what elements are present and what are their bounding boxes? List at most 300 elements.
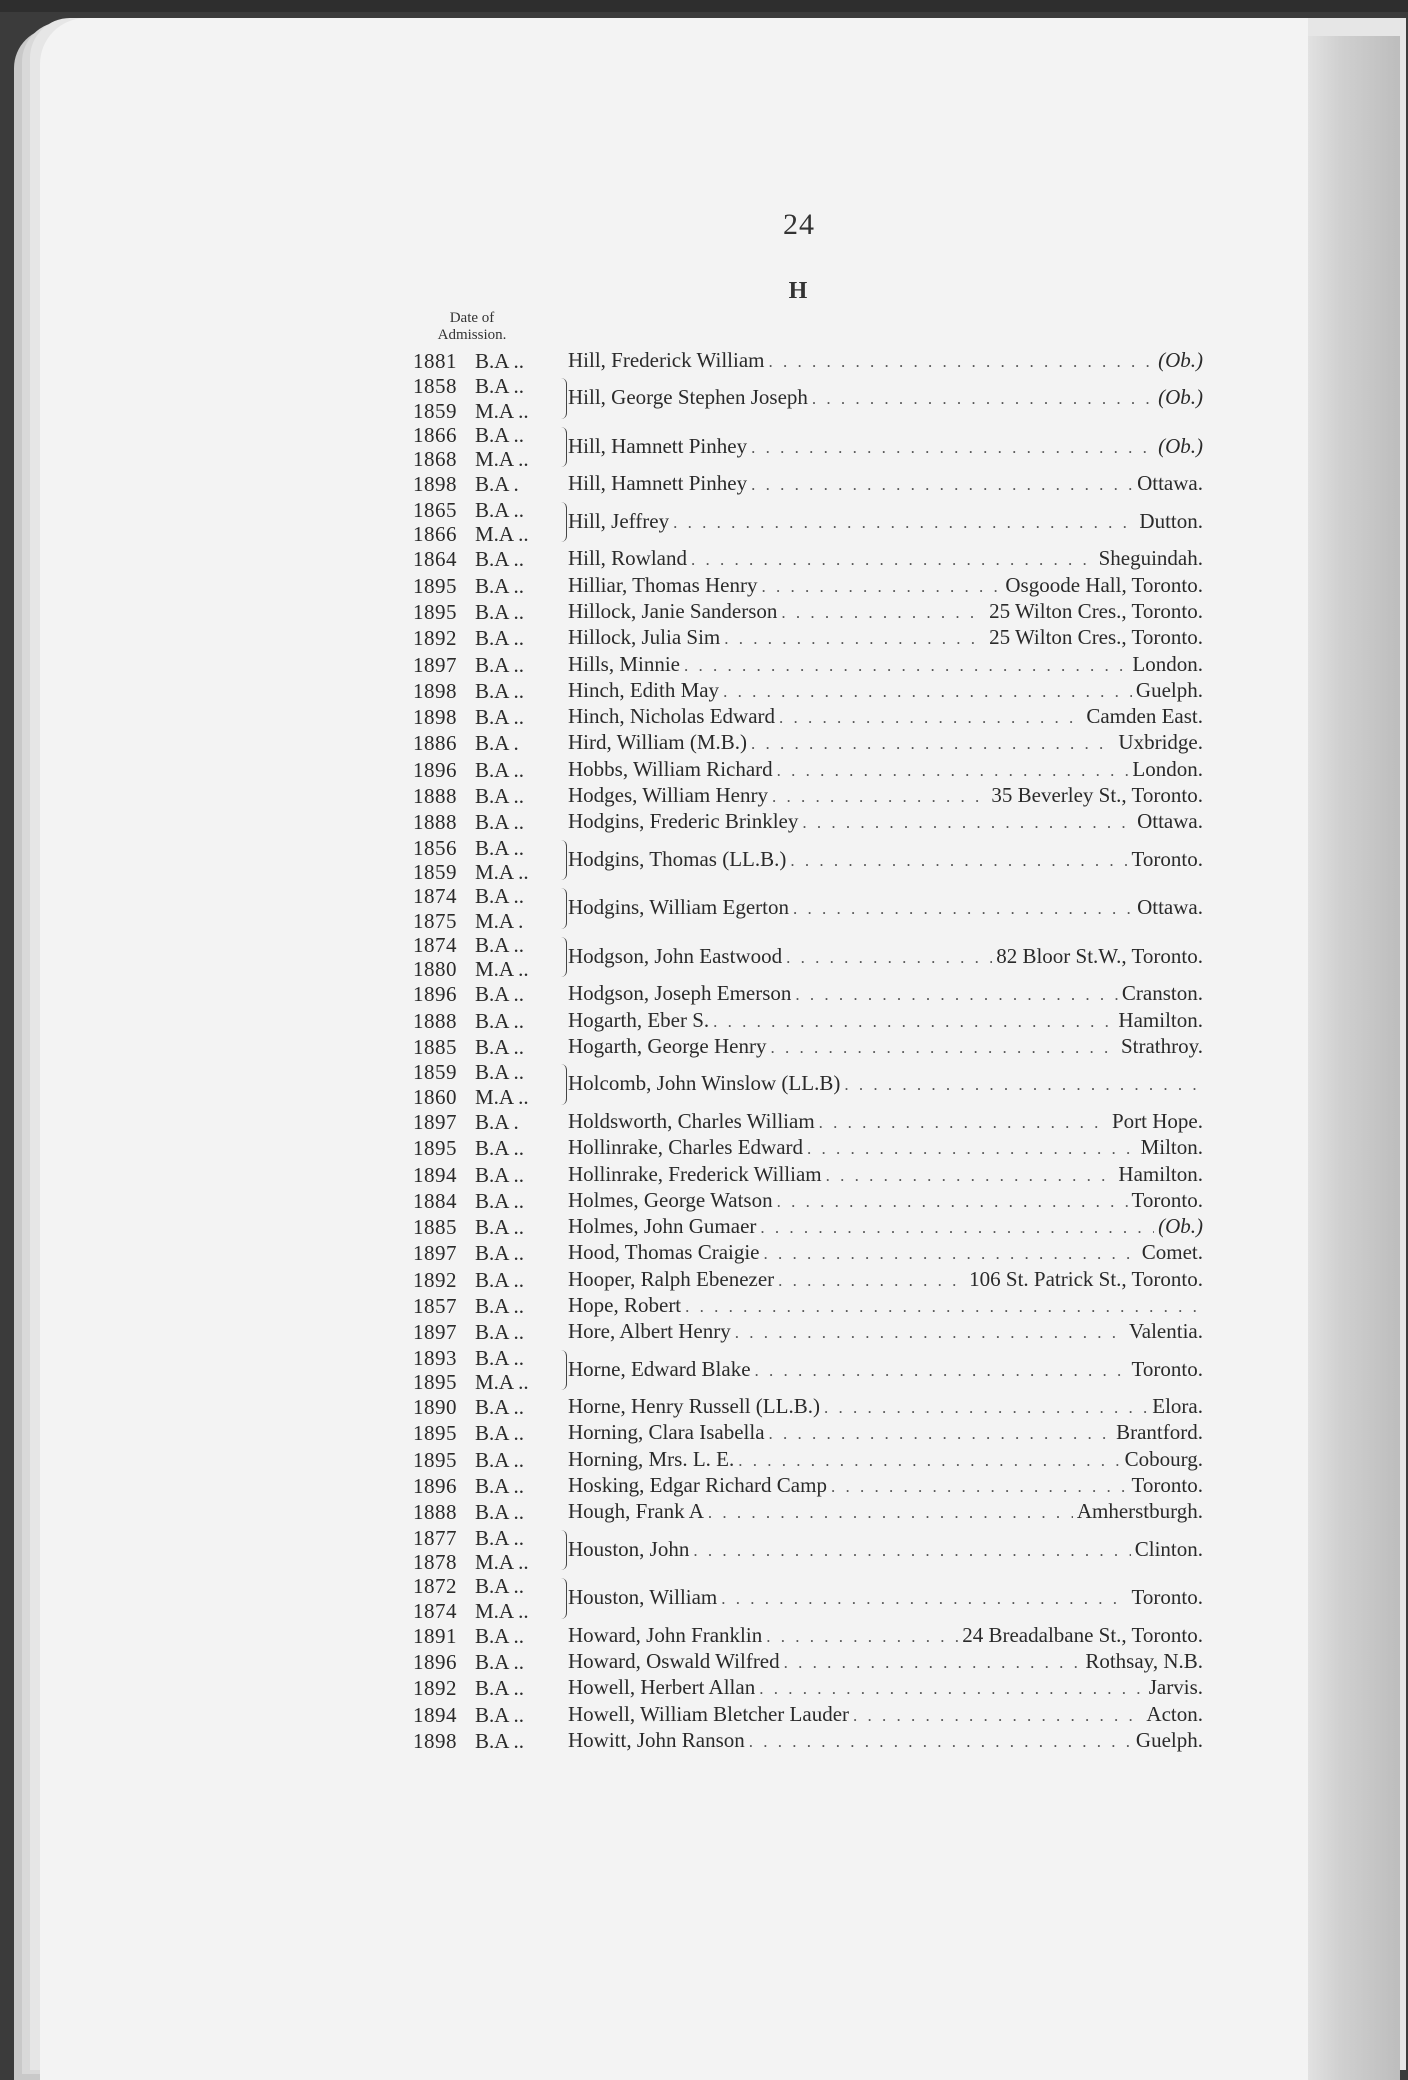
dot-leader <box>713 1010 1114 1034</box>
bracket-icon <box>560 1064 567 1105</box>
register-entry <box>413 1623 1203 1649</box>
admission-line <box>413 1136 568 1160</box>
admission-line <box>413 626 568 650</box>
entry-detail <box>568 704 1203 730</box>
register-entry <box>413 730 1203 756</box>
entry-detail <box>568 1162 1203 1188</box>
dot-leader <box>759 1677 1145 1701</box>
admission-dates <box>413 1574 568 1623</box>
admission-line <box>413 679 568 703</box>
admission-year: 1895 <box>413 573 457 598</box>
admission-dates <box>413 349 568 373</box>
admission-dates <box>413 1320 568 1344</box>
admission-year: 1881 <box>413 349 457 373</box>
degree: B.A .. <box>475 1421 525 1446</box>
register-entry <box>413 1162 1203 1188</box>
section-letter: H <box>788 278 808 304</box>
dot-leader <box>777 1190 1128 1214</box>
graduate-residence: 25 Wilton Cres., Toronto. <box>989 598 1203 623</box>
bracket-icon <box>560 1350 567 1391</box>
admission-year: 1896 <box>413 757 457 782</box>
admission-line <box>413 547 568 571</box>
admission-year: 1894 <box>413 1702 457 1727</box>
degree: B.A .. <box>475 932 525 957</box>
degree: B.A .. <box>475 1035 525 1060</box>
entry-detail <box>568 730 1203 756</box>
admission-dates <box>413 626 568 650</box>
graduate-residence: 106 St. Patrick St., Toronto. <box>969 1266 1203 1291</box>
entry-detail <box>568 1473 1203 1499</box>
admission-dates <box>413 1448 568 1472</box>
admission-line <box>413 1474 568 1498</box>
admission-line <box>413 982 568 1006</box>
bracket-icon <box>560 937 567 978</box>
entry-detail <box>568 1267 1203 1293</box>
dot-leader <box>768 350 1154 374</box>
register-entry <box>413 1394 1203 1420</box>
dot-leader <box>795 983 1118 1007</box>
graduate-residence: 25 Wilton Cres., Toronto. <box>989 625 1203 650</box>
register-entry <box>413 836 1203 885</box>
admission-line <box>413 1550 568 1574</box>
admission-year: 1888 <box>413 1500 457 1525</box>
graduate-name: Hodgson, Joseph Emerson <box>568 981 792 1006</box>
dot-leader <box>693 1539 1130 1563</box>
admission-dates <box>413 1294 568 1318</box>
register-entry <box>413 809 1203 835</box>
degree: B.A .. <box>475 626 525 651</box>
graduate-name: Hollinrake, Charles Edward <box>568 1135 804 1160</box>
admission-year: 1859 <box>413 1060 457 1085</box>
scan-top-border <box>0 0 1408 12</box>
admission-year: 1898 <box>413 705 457 730</box>
graduate-residence: (Ob.) <box>1158 434 1203 459</box>
degree: B.A .. <box>475 784 525 809</box>
degree: B.A .. <box>475 374 525 399</box>
admission-dates <box>413 982 568 1006</box>
admission-year: 1856 <box>413 835 457 860</box>
admission-line <box>413 1163 568 1187</box>
graduate-register-list <box>413 348 1203 1754</box>
bracket-icon <box>560 840 567 881</box>
dot-leader <box>802 811 1133 835</box>
admission-line <box>413 1060 568 1084</box>
dot-leader <box>784 1651 1082 1675</box>
degree: M.A .. <box>475 1084 529 1109</box>
entry-detail <box>568 509 1203 535</box>
admission-line <box>413 884 568 908</box>
register-entry <box>413 1034 1203 1060</box>
register-entry <box>413 471 1203 497</box>
graduate-name: Hird, William (M.B.) <box>568 730 748 755</box>
admission-year: 1895 <box>413 599 457 624</box>
admission-dates <box>413 1346 568 1395</box>
degree: B.A .. <box>475 1267 525 1292</box>
graduate-residence: Uxbridge. <box>1118 730 1203 755</box>
admission-line <box>413 1241 568 1265</box>
dot-leader <box>778 1269 965 1293</box>
register-entry <box>413 1109 1203 1135</box>
admission-line <box>413 472 568 496</box>
degree: B.A . <box>475 731 519 756</box>
entry-detail <box>568 546 1203 572</box>
admission-line <box>413 1448 568 1472</box>
admission-line <box>413 374 568 398</box>
admission-year: 1884 <box>413 1188 457 1213</box>
admission-year: 1892 <box>413 1676 457 1701</box>
admission-line <box>413 1729 568 1753</box>
degree: B.A .. <box>475 1676 525 1701</box>
entry-detail <box>568 783 1203 809</box>
admission-year: 1880 <box>413 957 457 982</box>
degree: B.A .. <box>475 884 525 909</box>
admission-dates <box>413 1474 568 1498</box>
admission-year: 1874 <box>413 932 457 957</box>
dot-leader <box>708 1501 1073 1525</box>
graduate-residence: Ottawa. <box>1137 895 1203 920</box>
degree: B.A .. <box>475 1345 525 1370</box>
degree: B.A .. <box>475 1008 525 1033</box>
degree: B.A .. <box>475 1136 525 1161</box>
admission-line <box>413 600 568 624</box>
degree: B.A .. <box>475 982 525 1007</box>
degree: M.A .. <box>475 1598 529 1623</box>
graduate-residence: Hamilton. <box>1118 1007 1203 1032</box>
graduate-name: Horne, Edward Blake <box>568 1356 751 1381</box>
admission-year: 1860 <box>413 1084 457 1109</box>
admission-year: 1859 <box>413 398 457 423</box>
admission-line <box>413 1294 568 1318</box>
admission-year: 1897 <box>413 1320 457 1345</box>
admission-line <box>413 1526 568 1550</box>
register-entry <box>413 1267 1203 1293</box>
register-entry <box>413 1319 1203 1345</box>
graduate-residence: London. <box>1132 651 1203 676</box>
dot-leader <box>772 785 987 809</box>
admission-dates <box>413 1163 568 1187</box>
entry-detail <box>568 981 1203 1007</box>
graduate-residence: Hamilton. <box>1118 1161 1203 1186</box>
graduate-residence: Camden East. <box>1086 704 1203 729</box>
graduate-name: Hilliar, Thomas Henry <box>568 572 758 597</box>
admission-dates <box>413 1035 568 1059</box>
graduate-name: Howell, William Bletcher Lauder <box>568 1701 850 1726</box>
admission-dates <box>413 836 568 885</box>
admission-line <box>413 836 568 860</box>
degree: B.A .. <box>475 497 525 522</box>
admission-year: 1874 <box>413 1598 457 1623</box>
degree: B.A .. <box>475 1447 525 1472</box>
degree: M.A .. <box>475 859 529 884</box>
entry-detail <box>568 678 1203 704</box>
admission-dates <box>413 679 568 703</box>
degree: B.A .. <box>475 1395 525 1420</box>
register-entry <box>413 1574 1203 1623</box>
admission-dates <box>413 1241 568 1265</box>
graduate-name: Hosking, Edgar Richard Camp <box>568 1473 827 1498</box>
dot-leader <box>673 511 1135 535</box>
graduate-name: Hooper, Ralph Ebenezer <box>568 1266 775 1291</box>
admission-year: 1888 <box>413 810 457 835</box>
admission-dates <box>413 1500 568 1524</box>
degree: B.A .. <box>475 599 525 624</box>
admission-line <box>413 1421 568 1445</box>
graduate-name: Howard, Oswald Wilfred <box>568 1649 780 1674</box>
entry-detail <box>568 1214 1203 1240</box>
degree: M.A .. <box>475 398 529 423</box>
graduate-name: Hodges, William Henry <box>568 783 768 808</box>
admission-year: 1875 <box>413 908 457 933</box>
graduate-name: Howitt, John Ranson <box>568 1728 745 1753</box>
dot-leader <box>777 759 1129 783</box>
entry-detail <box>568 1537 1203 1563</box>
admission-dates <box>413 1526 568 1575</box>
admission-dates <box>413 705 568 729</box>
entry-detail <box>568 1649 1203 1675</box>
admission-line <box>413 1370 568 1394</box>
graduate-residence: Ottawa. <box>1137 809 1203 834</box>
graduate-name: Hollinrake, Frederick William <box>568 1161 822 1186</box>
admission-year: 1890 <box>413 1395 457 1420</box>
degree: B.A .. <box>475 1320 525 1345</box>
register-entry <box>413 1675 1203 1701</box>
admission-year: 1892 <box>413 626 457 651</box>
degree: B.A . <box>475 1109 519 1134</box>
graduate-residence: Cobourg. <box>1124 1446 1203 1471</box>
graduate-residence: 82 Bloor St.W., Toronto. <box>996 943 1203 968</box>
admission-dates <box>413 423 568 472</box>
degree: B.A .. <box>475 835 525 860</box>
admission-year: 1898 <box>413 678 457 703</box>
degree: B.A .. <box>475 349 525 373</box>
register-entry <box>413 374 1203 423</box>
admission-line <box>413 860 568 884</box>
admission-year: 1898 <box>413 1729 457 1754</box>
degree: B.A .. <box>475 1293 525 1318</box>
degree: B.A .. <box>475 1525 525 1550</box>
entry-detail <box>568 1240 1203 1266</box>
admission-dates <box>413 1650 568 1674</box>
register-entry <box>413 1240 1203 1266</box>
degree: B.A . <box>475 472 519 497</box>
entry-detail <box>568 1623 1203 1649</box>
dot-leader <box>735 1321 1125 1345</box>
entry-detail <box>568 573 1203 599</box>
graduate-residence: Strathroy. <box>1120 1034 1203 1059</box>
admission-dates <box>413 1009 568 1033</box>
graduate-residence: Guelph. <box>1135 1728 1203 1753</box>
register-entry <box>413 348 1203 374</box>
graduate-name: Hobbs, William Richard <box>568 756 773 781</box>
entry-detail <box>568 757 1203 783</box>
dot-leader <box>853 1704 1142 1728</box>
graduate-residence: Valentia. <box>1128 1319 1203 1344</box>
graduate-residence: Clinton. <box>1134 1536 1203 1561</box>
dot-leader <box>738 1449 1120 1473</box>
entry-detail <box>568 1319 1203 1345</box>
entry-detail <box>568 1293 1203 1319</box>
graduate-name: Hillock, Janie Sanderson <box>568 598 778 623</box>
register-entry <box>413 423 1203 472</box>
graduate-name: Houston, William <box>568 1585 718 1610</box>
graduate-name: Hood, Thomas Craigie <box>568 1240 760 1265</box>
register-entry <box>413 1135 1203 1161</box>
graduate-name: Horne, Henry Russell (LL.B.) <box>568 1394 820 1419</box>
register-entry <box>413 546 1203 572</box>
admission-line <box>413 1574 568 1598</box>
degree: M.A .. <box>475 957 529 982</box>
graduate-residence: Rothsay, N.B. <box>1085 1649 1203 1674</box>
admission-year: 1868 <box>413 447 457 472</box>
dot-leader <box>812 387 1154 411</box>
admission-line <box>413 1085 568 1109</box>
graduate-name: Hogarth, George Henry <box>568 1034 767 1059</box>
admission-year: 1888 <box>413 1008 457 1033</box>
graduate-name: Hogarth, Eber S. <box>568 1007 710 1032</box>
graduate-residence: (Ob.) <box>1158 348 1203 372</box>
entry-detail <box>568 1135 1203 1161</box>
register-entry <box>413 1728 1203 1754</box>
entry-detail <box>568 1728 1203 1754</box>
graduate-name: Horning, Mrs. L. E. <box>568 1446 735 1471</box>
graduate-name: Holmes, John Gumaer <box>568 1214 757 1239</box>
dot-leader <box>786 946 992 970</box>
graduate-residence: 35 Beverley St., Toronto. <box>991 783 1203 808</box>
admission-dates <box>413 472 568 496</box>
graduate-residence: Toronto. <box>1131 846 1203 871</box>
bracket-icon <box>560 502 567 543</box>
degree: B.A .. <box>475 547 525 572</box>
entry-detail <box>568 1071 1203 1097</box>
entry-detail <box>568 1447 1203 1473</box>
bracket-icon <box>560 888 567 929</box>
entry-detail <box>568 348 1203 374</box>
degree: M.A . <box>475 908 524 933</box>
admission-line <box>413 705 568 729</box>
admission-year: 1896 <box>413 1650 457 1675</box>
entry-detail <box>568 1394 1203 1420</box>
admission-year: 1895 <box>413 1369 457 1394</box>
register-entry <box>413 1188 1203 1214</box>
admission-line <box>413 522 568 546</box>
graduate-name: Hill, Hamnett Pinhey <box>568 471 748 496</box>
graduate-residence: (Ob.) <box>1158 1214 1203 1239</box>
admission-line <box>413 1650 568 1674</box>
admission-year: 1885 <box>413 1215 457 1240</box>
register-entry <box>413 678 1203 704</box>
admission-dates <box>413 653 568 677</box>
graduate-name: Hills, Minnie <box>568 651 681 676</box>
admission-year: 1896 <box>413 982 457 1007</box>
admission-dates <box>413 1421 568 1445</box>
degree: B.A .. <box>475 422 525 447</box>
dot-leader <box>751 473 1133 497</box>
graduate-name: Houston, John <box>568 1536 690 1561</box>
admission-line <box>413 1268 568 1292</box>
admission-dates <box>413 884 568 933</box>
admission-line <box>413 1009 568 1033</box>
graduate-name: Holmes, George Watson <box>568 1187 773 1212</box>
admission-line <box>413 1599 568 1623</box>
admission-line <box>413 1500 568 1524</box>
admission-year: 1897 <box>413 652 457 677</box>
admission-line <box>413 731 568 755</box>
graduate-name: Hodgson, John Eastwood <box>568 943 783 968</box>
graduate-residence: Toronto. <box>1131 1187 1203 1212</box>
register-entry <box>413 652 1203 678</box>
register-entry <box>413 757 1203 783</box>
bracket-icon <box>560 1578 567 1619</box>
register-entry <box>413 625 1203 651</box>
graduate-name: Hodgins, Thomas (LL.B.) <box>568 846 787 871</box>
dot-leader <box>751 436 1154 460</box>
entry-detail <box>568 652 1203 678</box>
dot-leader <box>755 1359 1128 1383</box>
dot-leader <box>770 1036 1116 1060</box>
dot-leader <box>764 1242 1138 1266</box>
admission-year: 1857 <box>413 1293 457 1318</box>
graduate-residence: Elora. <box>1152 1394 1203 1419</box>
graduate-residence: (Ob.) <box>1158 385 1203 410</box>
graduate-name: Hill, George Stephen Joseph <box>568 385 808 410</box>
graduate-name: Hillock, Julia Sim <box>568 625 721 650</box>
admission-dates <box>413 374 568 423</box>
admission-line <box>413 1395 568 1419</box>
degree: B.A .. <box>475 573 525 598</box>
graduate-name: Horning, Clara Isabella <box>568 1420 765 1445</box>
degree: B.A .. <box>475 1574 525 1599</box>
admission-dates <box>413 1624 568 1648</box>
admission-year: 1897 <box>413 1109 457 1134</box>
degree: B.A .. <box>475 1215 525 1240</box>
graduate-residence: Milton. <box>1140 1135 1203 1160</box>
date-of-admission-header <box>412 310 532 344</box>
admission-dates <box>413 1215 568 1239</box>
dot-leader <box>749 1730 1132 1754</box>
dot-leader <box>721 1587 1127 1611</box>
admission-line <box>413 423 568 447</box>
register-entry <box>413 1214 1203 1240</box>
admission-year: 1859 <box>413 859 457 884</box>
graduate-name: Hinch, Edith May <box>568 677 720 702</box>
graduate-name: Holdsworth, Charles William <box>568 1108 815 1133</box>
book-fore-edge <box>1300 36 1400 2080</box>
admission-year: 1897 <box>413 1241 457 1266</box>
admission-line <box>413 1703 568 1727</box>
page-number: 24 <box>783 208 815 241</box>
degree: B.A .. <box>475 1162 525 1187</box>
admission-line <box>413 498 568 522</box>
bracket-icon <box>560 378 567 419</box>
admission-dates <box>413 498 568 547</box>
graduate-residence: 24 Breadalbane St., Toronto. <box>962 1622 1203 1647</box>
degree: B.A .. <box>475 1060 525 1085</box>
admission-line <box>413 574 568 598</box>
entry-detail <box>568 1585 1203 1611</box>
graduate-name: Hill, Rowland <box>568 546 687 571</box>
graduate-residence: Port Hope. <box>1112 1108 1203 1133</box>
admission-line <box>413 1346 568 1370</box>
admission-line <box>413 349 568 373</box>
entry-detail <box>568 1357 1203 1383</box>
degree: B.A .. <box>475 1241 525 1266</box>
graduate-residence: Osgoode Hall, Toronto. <box>1005 572 1203 597</box>
dot-leader <box>826 1164 1115 1188</box>
admission-dates <box>413 933 568 982</box>
register-entry <box>413 783 1203 809</box>
register-entry <box>413 1008 1203 1034</box>
graduate-name: Howell, Herbert Allan <box>568 1675 756 1700</box>
